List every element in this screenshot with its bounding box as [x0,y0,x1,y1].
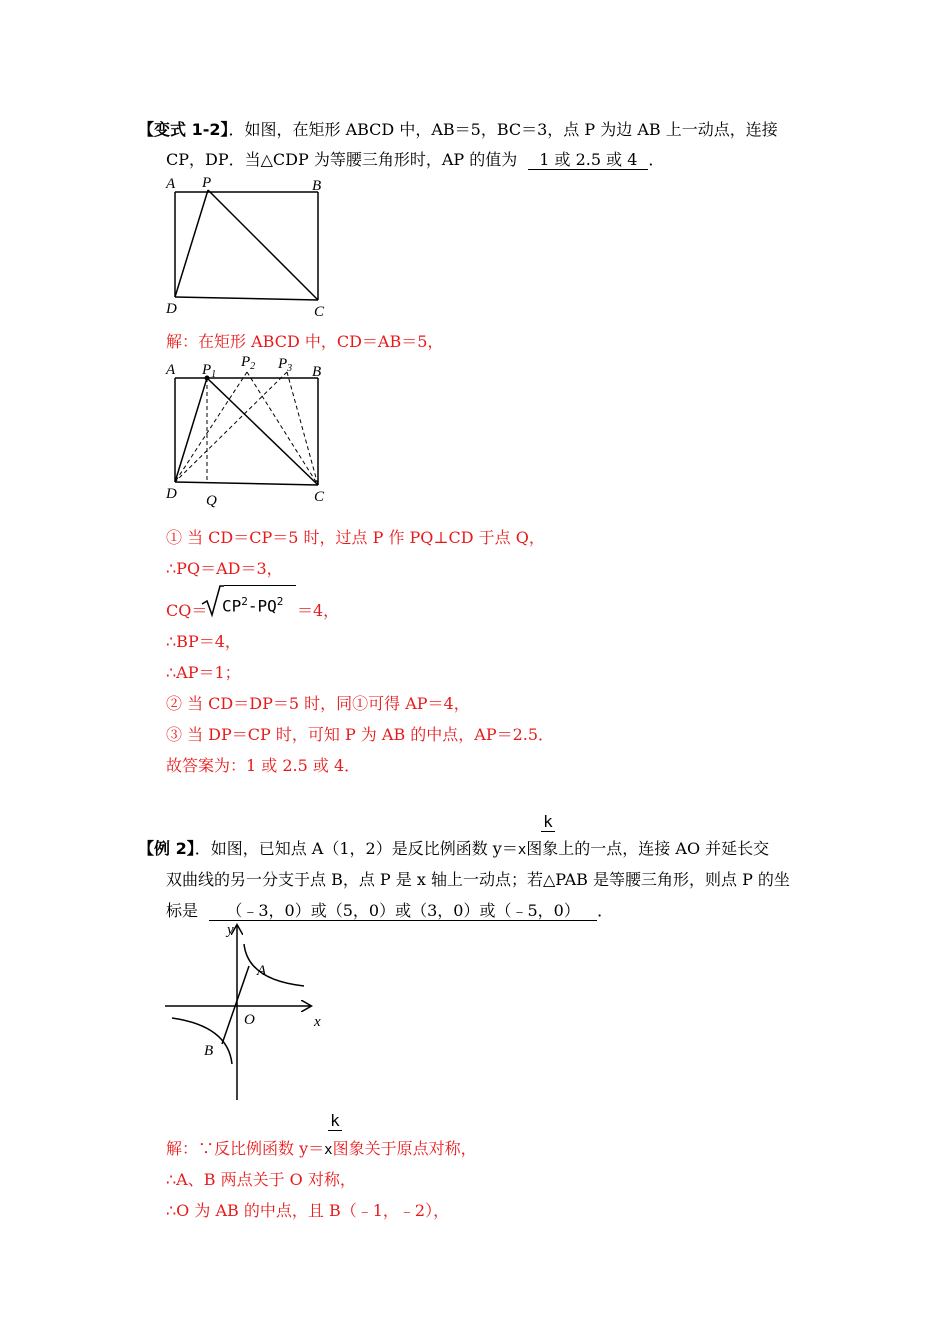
ex2-tag: 【例 2】 [138,839,195,858]
ex2-problem-line1 [138,836,769,859]
fig1-label-a: A [166,176,176,192]
solution2-line1-pre: 解：∵反比例函数 y＝ [166,1139,325,1158]
variant-period: ． [648,150,665,169]
fig3-label-a: A [257,963,267,979]
fig2-label-b: B [312,364,322,380]
solution2-line2: ∴A、B 两点关于 O 对称， [166,1170,356,1189]
solution1-line2: ① 当 CD＝CP＝5 时，过点 P 作 PQ⊥CD 于点 Q， [166,528,545,547]
ex2-fraction-denominator: x [517,842,527,858]
solution2-line3: ∴O 为 AB 的中点，且 B（﹣1，﹣2）， [166,1201,450,1220]
fig1-label-d: D [166,301,177,317]
figure-rectangle-2 [160,352,340,512]
fig2-dashed-dp2 [175,372,247,482]
figure-hyperbola [160,918,340,1103]
fig2-dashed-cp3 [287,372,318,485]
sol2-fraction-numerator: k [328,1111,342,1131]
solution1-line5: ∴BP＝4， [166,632,241,651]
variant-text-line1: ．如图，在矩形 ABCD 中，AB＝5，BC＝3，点 P 为边 AB 上一动点，连接 [228,120,778,139]
ex2-problem-line2: 双曲线的另一分支于点 B，点 P 是 x 轴上一动点；若△PAB 是等腰三角形，则点 P 的坐 [166,870,790,889]
ex2-text-line1-post: 图象上的一点，连接 AO 并延长交 [526,839,770,858]
variant-problem-line2 [166,147,664,170]
fig2-label-d: D [166,486,177,502]
fig2-label-p1: $P_1$ [202,362,217,380]
solution1-line6: ∴AP＝1； [166,663,241,682]
fig2-dashed-cp2 [247,372,318,485]
fig3-label-o: O [244,1012,255,1028]
fig3-label-b: B [204,1043,214,1059]
variant-problem-line1 [138,117,778,140]
fig2-label-p2: $P_2$ [241,354,256,372]
sqrt-radical-icon [200,584,224,618]
fig2-side-dc [175,482,318,485]
solution1-line4-post: ＝4， [297,601,340,620]
fig1-side-dc [175,297,318,300]
fig3-curve-first-quadrant [244,944,304,986]
fig1-segment-dp [175,190,208,297]
solution2-line1 [166,1136,477,1159]
sqrt-expression: $CP^2-PQ^2$ [222,595,284,616]
fig3-segment-ab [222,966,249,1044]
solution1-line4-pre: CQ＝ [166,601,208,620]
solution1-line9: 故答案为：1 或 2.5 或 4． [166,756,361,775]
ex2-period: ． [597,901,614,920]
ex2-text-line1-pre: ．如图，已知点 A（1，2）是反比例函数 y＝ [194,839,518,858]
solution1-line7: ② 当 CD＝DP＝5 时，同①可得 AP＝4， [166,694,470,713]
ex2-fraction-numerator: k [541,812,555,832]
variant-answer: 1 或 2.5 或 4 [528,151,648,170]
fig1-label-b: B [312,178,322,194]
figure-rectangle-1 [160,172,340,322]
fig2-label-q: Q [206,493,217,509]
solution2-line1-post: 图象关于原点对称， [332,1139,477,1158]
fig2-label-a: A [166,362,176,378]
fig2-segment-cp1 [207,378,318,485]
fig2-label-p3: $P_3$ [278,356,293,374]
sqrt-vinculum [224,585,296,586]
solution1-line1: 解：在矩形 ABCD 中，CD＝AB＝5， [166,332,444,351]
ex2-answer: （﹣3，0）或（5，0）或（3，0）或（﹣5，0） [209,902,597,921]
ex2-text-line3-pre: 标是 [166,901,199,920]
fig2-label-c: C [314,489,325,505]
sol2-fraction-denominator: x [324,1142,333,1158]
variant-tag: 【变式 1-2】 [138,120,229,139]
fig1-label-p: P [202,175,212,191]
fig1-label-c: C [314,304,325,320]
fig1-segment-cp [208,190,318,300]
fig3-label-x: x [314,1014,321,1030]
fig3-label-y: y [227,922,234,938]
variant-text-line2: CP，DP．当△CDP 为等腰三角形时，AP 的值为 [166,150,518,169]
solution1-line8: ③ 当 DP＝CP 时，可知 P 为 AB 的中点，AP＝2.5． [166,725,555,744]
solution1-line3: ∴PQ＝AD＝3， [166,559,283,578]
